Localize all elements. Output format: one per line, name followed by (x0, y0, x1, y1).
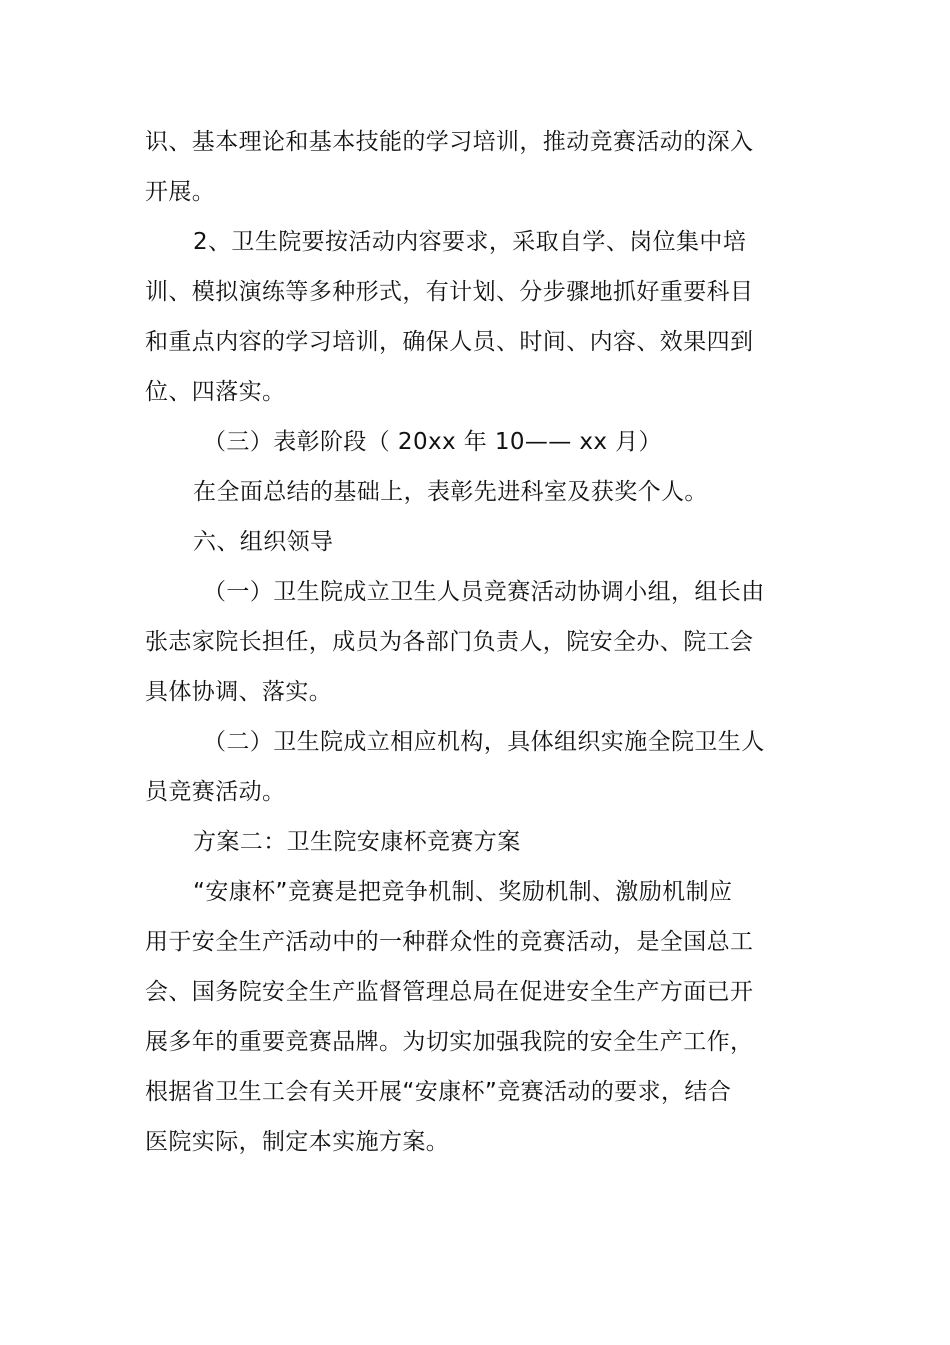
text-line: 开展。 (145, 179, 216, 205)
text-line: “安康杯”竞赛是把竞争机制、奖励机制、激励机制应 (193, 879, 733, 905)
text-line: （一）卫生院成立卫生人员竞赛活动协调小组，组长由 (203, 579, 765, 605)
text-line: 在全面总结的基础上，表彰先进科室及获奖个人。 (193, 479, 708, 505)
section-heading: 方案二：卫生院安康杯竞赛方案 (193, 829, 521, 855)
text-line: 具体协调、落实。 (145, 679, 333, 705)
text-line: 2、卫生院要按活动内容要求，采取自学、岗位集中培 (193, 229, 747, 255)
text-line: 和重点内容的学习培训，确保人员、时间、内容、效果四到 (145, 329, 754, 355)
text-line: 展多年的重要竞赛品牌。为切实加强我院的安全生产工作， (145, 1029, 754, 1055)
text-line: 会、国务院安全生产监督管理总局在促进安全生产方面已开 (145, 979, 754, 1005)
text-line: 医院实际，制定本实施方案。 (145, 1129, 450, 1155)
text-line: 员竞赛活动。 (145, 779, 286, 805)
text-line: 张志家院长担任，成员为各部门负责人，院安全办、院工会 (145, 629, 754, 655)
text-line: 根据省卫生工会有关开展“安康杯”竞赛活动的要求，结合 (145, 1079, 732, 1105)
text-line: 用于安全生产活动中的一种群众性的竞赛活动，是全国总工 (145, 929, 754, 955)
text-line: （二）卫生院成立相应机构，具体组织实施全院卫生人 (203, 729, 765, 755)
section-heading: 六、组织领导 (193, 529, 334, 555)
text-line: 训、模拟演练等多种形式，有计划、分步骤地抓好重要科目 (145, 279, 754, 305)
text-line: 识、基本理论和基本技能的学习培训，推动竞赛活动的深入 (145, 129, 754, 155)
text-line: 位、四落实。 (145, 379, 286, 405)
section-heading: （三）表彰阶段（ 20xx 年 10—— xx 月） (203, 429, 662, 455)
